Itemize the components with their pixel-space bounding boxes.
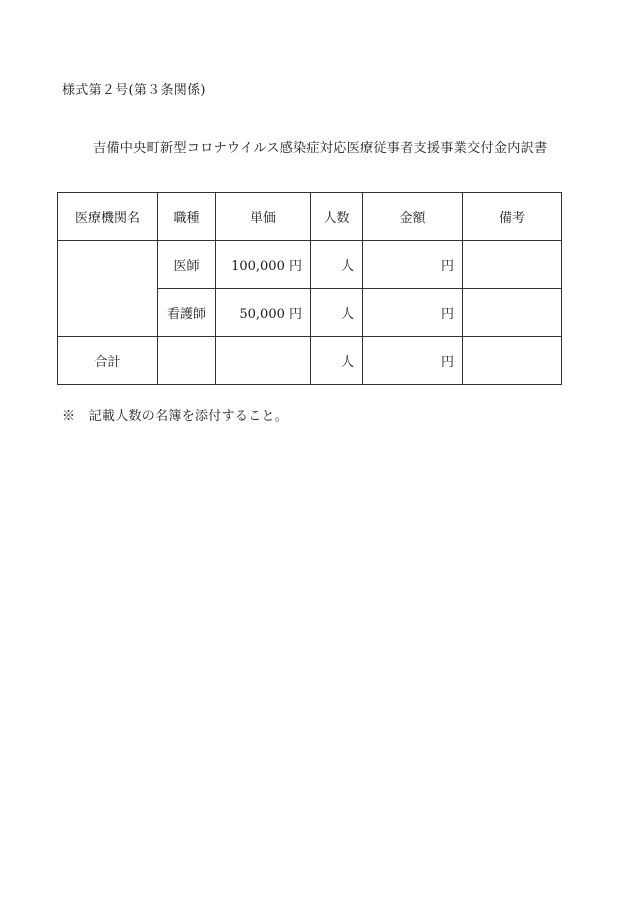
- job-type-cell: [158, 337, 216, 385]
- header-institution: 医療機関名: [58, 193, 158, 241]
- remarks-cell: [463, 289, 562, 337]
- job-type-cell: 医師: [158, 241, 216, 289]
- remarks-cell: [463, 337, 562, 385]
- headcount-cell: 人: [311, 241, 363, 289]
- unit-price-cell: [216, 337, 311, 385]
- table-row: [58, 241, 562, 289]
- form-number: 様式第２号(第３条関係): [62, 83, 206, 98]
- header-headcount: 人数: [311, 193, 363, 241]
- headcount-cell: 人: [311, 337, 363, 385]
- header-job-type: 職種: [158, 193, 216, 241]
- table-header-row: [58, 193, 562, 241]
- institution-cell: [58, 241, 158, 337]
- header-amount: 金額: [363, 193, 463, 241]
- total-label: 合計: [58, 337, 158, 385]
- header-unit-price: 単価: [216, 193, 311, 241]
- attachment-note: ※ 記載人数の名簿を添付すること。: [62, 409, 289, 424]
- unit-price-cell: 50,000 円: [216, 289, 311, 337]
- amount-cell: 円: [363, 289, 463, 337]
- headcount-cell: 人: [311, 289, 363, 337]
- header-remarks: 備考: [463, 193, 562, 241]
- document-title: 吉備中央町新型コロナウイルス感染症対応医療従事者支援事業交付金内訳書: [93, 141, 548, 156]
- amount-cell: 円: [363, 337, 463, 385]
- unit-price-cell: 100,000 円: [216, 241, 311, 289]
- job-type-cell: 看護師: [158, 289, 216, 337]
- total-row: [58, 337, 562, 385]
- breakdown-table: [57, 192, 562, 385]
- remarks-cell: [463, 241, 562, 289]
- amount-cell: 円: [363, 241, 463, 289]
